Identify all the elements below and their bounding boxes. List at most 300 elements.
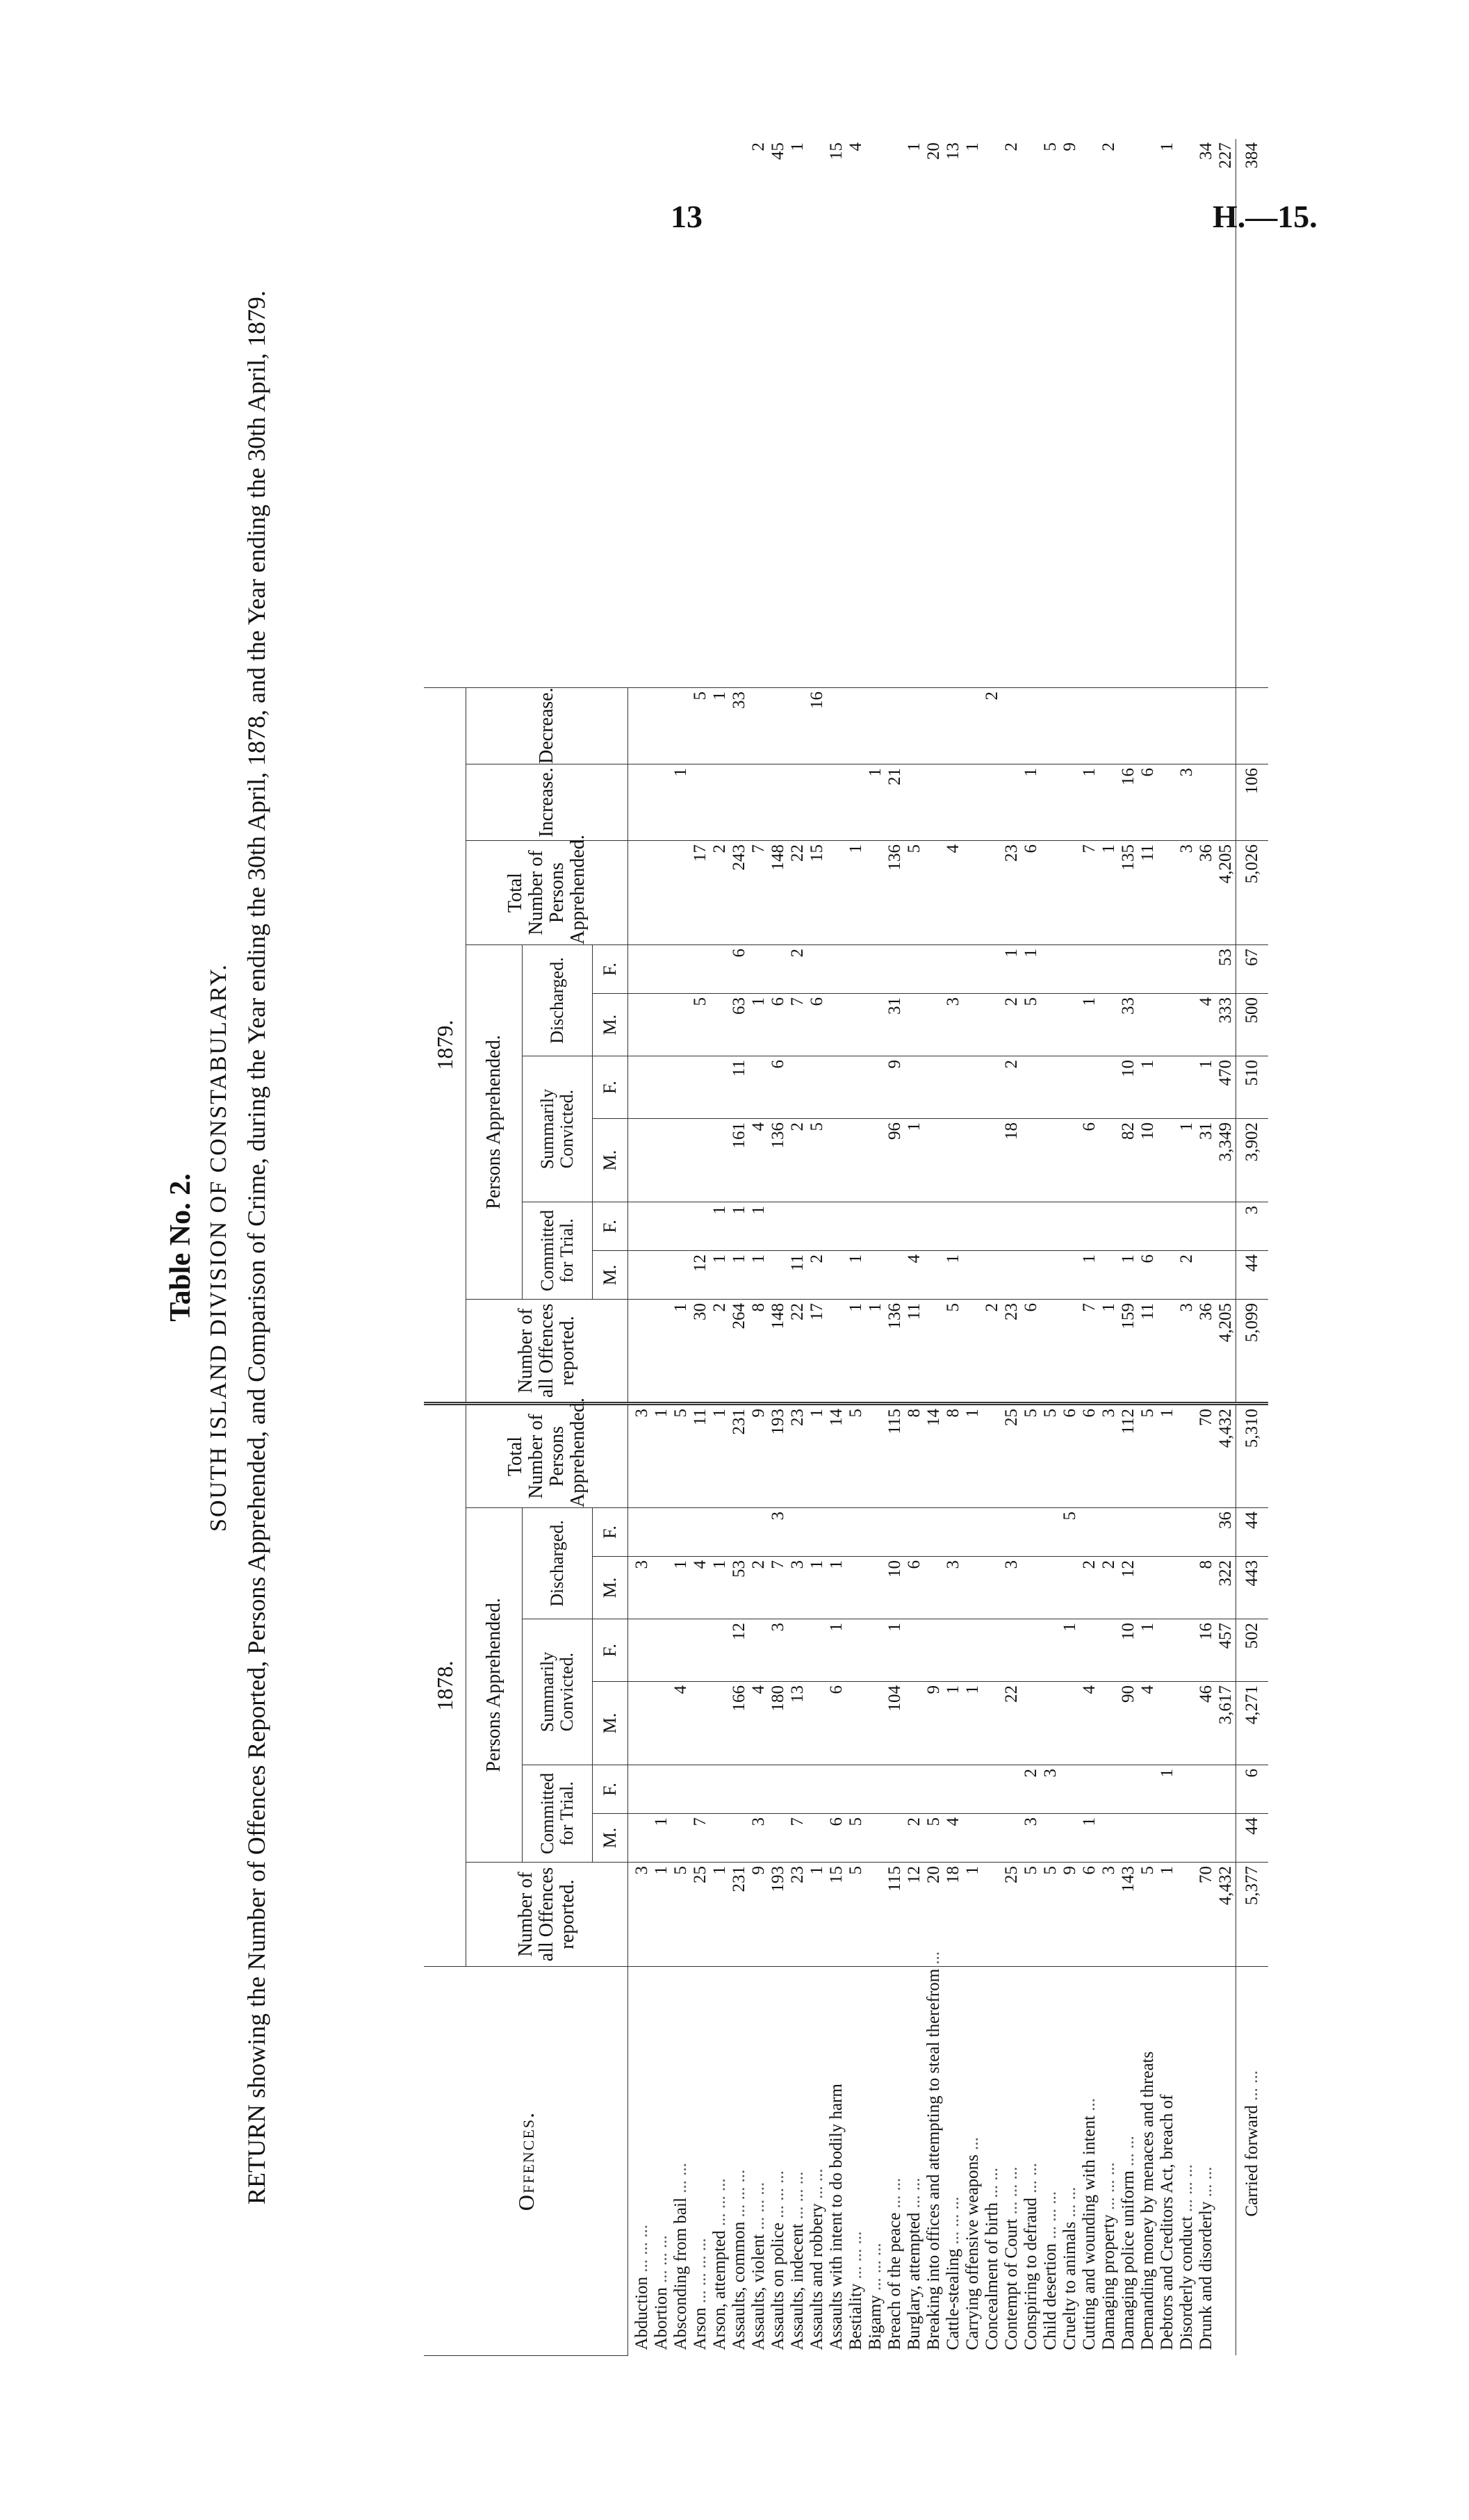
value-cell: 63: [730, 994, 749, 1056]
value-cell: [1060, 1765, 1080, 1814]
value-cell: 1: [749, 994, 769, 1056]
value-cell: [1158, 764, 1177, 841]
value-cell: [866, 1682, 885, 1765]
value-cell: 1: [671, 764, 691, 841]
offence-label: Cruelty to animals: [1060, 2221, 1079, 2350]
value-cell: 53: [1216, 945, 1236, 994]
value-cell: 21: [885, 764, 905, 841]
offence-cell: [1138, 1967, 1158, 2356]
value-cell: [983, 1619, 1002, 1682]
value-cell: 4: [671, 1682, 691, 1765]
value-cell: [652, 1765, 671, 1814]
value-cell: [963, 764, 983, 841]
value-cell: 6: [1138, 1251, 1158, 1300]
value-cell: [788, 1056, 807, 1119]
value-cell: [983, 1119, 1002, 1202]
value-cell: [866, 945, 885, 994]
value-cell: [983, 1202, 1002, 1251]
value-cell: [1041, 764, 1060, 841]
value-cell: 1: [1080, 764, 1099, 841]
value-cell: 11: [730, 1056, 749, 1119]
value-cell: [1197, 1765, 1216, 1814]
value-cell: [807, 764, 827, 841]
value-cell: [846, 688, 866, 764]
table-row: [671, 139, 691, 2356]
offence-label: Damaging police uniform: [1119, 2170, 1138, 2350]
value-cell: [827, 1251, 846, 1300]
value-cell: [827, 1508, 846, 1557]
value-cell: [846, 1619, 866, 1682]
number-reported-1879-header: Number of all Offences reported.: [466, 1300, 628, 1404]
value-cell: [1177, 1863, 1197, 1967]
offence-label: Absconding from bail: [671, 2198, 690, 2350]
value-cell: [652, 1682, 671, 1765]
value-cell: [691, 1202, 710, 1251]
value-cell: [1002, 764, 1021, 841]
offence-cell: [1197, 1967, 1216, 2356]
table-row: [1177, 139, 1197, 2356]
value-cell: 1: [1021, 945, 1041, 994]
value-cell: 5: [846, 1404, 866, 1508]
offence-cell: [846, 1967, 866, 2356]
value-cell: [1177, 1557, 1197, 1619]
totals-row: [1236, 139, 1269, 2356]
value-cell: [1158, 1508, 1177, 1557]
value-cell: 2: [749, 1557, 769, 1619]
rotated-table-sheet: [146, 139, 1390, 2356]
value-cell: [788, 1765, 807, 1814]
value-cell: [1099, 1508, 1119, 1557]
value-cell: 1: [846, 841, 866, 945]
value-cell: [1138, 994, 1158, 1056]
value-cell: [1099, 1682, 1119, 1765]
value-cell: [1158, 1619, 1177, 1682]
leader-dots: ... ...: [1197, 2166, 1215, 2198]
table-row: [846, 139, 866, 2356]
value-cell: [1060, 945, 1080, 994]
value-cell: 5: [1138, 1404, 1158, 1508]
value-cell: [866, 1814, 885, 1863]
value-cell: [1138, 1557, 1158, 1619]
value-cell: [1119, 1765, 1138, 1814]
value-cell: [827, 841, 846, 945]
value-cell: [1041, 1682, 1060, 1765]
value-cell: 22: [788, 1300, 807, 1404]
value-cell: 1: [827, 1557, 846, 1619]
offence-cell: [730, 1967, 749, 2356]
value-cell: [652, 1119, 671, 1202]
value-cell: 9: [885, 1056, 905, 1119]
female-header: F.: [593, 1619, 628, 1682]
table-row: [1099, 139, 1119, 2356]
value-cell: [730, 1508, 749, 1557]
leader-dots: ... ... ...: [1041, 2191, 1060, 2239]
value-cell: 1: [866, 1300, 885, 1404]
value-cell: [691, 1508, 710, 1557]
offence-cell: [1236, 1967, 1269, 2356]
value-cell: [905, 1765, 924, 1814]
value-cell: 3: [1021, 1814, 1041, 1863]
value-cell: 96: [885, 1119, 905, 1202]
value-cell: [1216, 764, 1236, 841]
value-cell: 1: [1021, 764, 1041, 841]
value-cell: 5: [1041, 1404, 1060, 1508]
value-cell: 31: [885, 994, 905, 1056]
value-cell: 3: [788, 1557, 807, 1619]
value-cell: [846, 945, 866, 994]
value-cell: [1080, 688, 1099, 764]
value-cell: [827, 688, 846, 764]
leader-dots: ... ...: [1242, 2070, 1261, 2101]
value-cell: [1158, 1056, 1177, 1119]
value-cell: [769, 1251, 788, 1300]
value-cell: 3,617: [1216, 1682, 1236, 1765]
male-header: M.: [593, 1557, 628, 1619]
value-cell: [691, 1056, 710, 1119]
value-cell: 17: [807, 1300, 827, 1404]
table-row: [963, 139, 983, 2356]
value-cell: 1: [652, 1404, 671, 1508]
value-cell: 4,205: [1216, 1300, 1236, 1404]
value-cell: [788, 1202, 807, 1251]
leader-dots: ...: [963, 2137, 982, 2150]
value-cell: [983, 1765, 1002, 1814]
value-cell: 159: [1119, 1300, 1138, 1404]
value-cell: 31: [1197, 1119, 1216, 1202]
value-cell: 5: [1041, 139, 1060, 688]
value-cell: [1080, 1619, 1099, 1682]
value-cell: [769, 764, 788, 841]
male-header: M.: [593, 1251, 628, 1300]
value-cell: [1099, 1202, 1119, 1251]
value-cell: [1021, 1251, 1041, 1300]
value-cell: [1158, 841, 1177, 945]
value-cell: 333: [1216, 994, 1236, 1056]
value-cell: [866, 1251, 885, 1300]
value-cell: 6: [1080, 1119, 1099, 1202]
value-cell: 6: [730, 945, 749, 994]
offence-label: Carried forward: [1242, 2105, 1261, 2217]
value-cell: [983, 1508, 1002, 1557]
value-cell: 4: [1138, 1682, 1158, 1765]
value-cell: [1158, 688, 1177, 764]
value-cell: 11: [691, 1404, 710, 1508]
value-cell: [788, 688, 807, 764]
value-cell: [671, 1765, 691, 1814]
value-cell: [1099, 1119, 1119, 1202]
value-cell: [1041, 688, 1060, 764]
table-row: [1138, 139, 1158, 2356]
value-cell: [749, 1056, 769, 1119]
value-cell: [1041, 1202, 1060, 1251]
table-row: [1021, 139, 1041, 2356]
value-cell: [846, 1056, 866, 1119]
value-cell: 2: [1002, 994, 1021, 1056]
value-cell: [846, 1202, 866, 1251]
value-cell: 5: [691, 994, 710, 1056]
value-cell: 1: [1158, 1404, 1177, 1508]
value-cell: 1: [963, 139, 983, 688]
value-cell: [652, 764, 671, 841]
value-cell: [983, 1404, 1002, 1508]
value-cell: 10: [1138, 1119, 1158, 1202]
value-cell: [652, 945, 671, 994]
discharged-1879-header: Discharged.: [523, 945, 593, 1056]
offence-cell: [1002, 1967, 1021, 2356]
value-cell: 36: [1216, 1508, 1236, 1557]
value-cell: 15: [827, 1863, 846, 1967]
value-cell: 3: [628, 1404, 653, 1508]
value-cell: 2: [807, 1251, 827, 1300]
offence-cell: [866, 1967, 885, 2356]
value-cell: [1021, 1682, 1041, 1765]
value-cell: [1002, 1814, 1021, 1863]
value-cell: 1: [944, 1251, 963, 1300]
value-cell: 5: [671, 1404, 691, 1508]
value-cell: [749, 1619, 769, 1682]
value-cell: 4,432: [1216, 1404, 1236, 1508]
value-cell: 1: [1158, 1765, 1177, 1814]
increase-header: Increase.: [466, 764, 628, 841]
value-cell: 20: [924, 1863, 944, 1967]
value-cell: [866, 1202, 885, 1251]
offence-label: Arson: [691, 2307, 709, 2350]
value-cell: [924, 1056, 944, 1119]
value-cell: 14: [827, 1404, 846, 1508]
year-1879-header: 1879.: [424, 688, 466, 1404]
value-cell: 7: [788, 994, 807, 1056]
value-cell: [963, 1619, 983, 1682]
value-cell: [1060, 1682, 1080, 1765]
value-cell: 18: [944, 1863, 963, 1967]
value-cell: [1041, 841, 1060, 945]
offence-cell: [963, 1967, 983, 2356]
value-cell: [652, 1056, 671, 1119]
value-cell: 2: [1002, 1056, 1021, 1119]
offence-label: Carrying offensive weapons: [963, 2154, 982, 2350]
value-cell: [1041, 1300, 1060, 1404]
number-reported-1878-header: Number of all Offences reported.: [466, 1863, 628, 1967]
value-cell: 457: [1216, 1619, 1236, 1682]
offence-cell: [749, 1967, 769, 2356]
offence-label: Concealment of birth: [983, 2202, 1001, 2350]
leader-dots: ...: [1080, 2098, 1099, 2111]
offence-cell: [652, 1967, 671, 2356]
value-cell: [1177, 1814, 1197, 1863]
value-cell: 22: [1002, 1682, 1021, 1765]
value-cell: [963, 1508, 983, 1557]
value-cell: 161: [730, 1119, 749, 1202]
value-cell: [1119, 688, 1138, 764]
value-cell: 44: [1236, 1251, 1269, 1300]
value-cell: 510: [1236, 1056, 1269, 1119]
offence-cell: [983, 1967, 1002, 2356]
value-cell: [671, 1056, 691, 1119]
offence-label: Abduction: [632, 2276, 651, 2350]
value-cell: [905, 1508, 924, 1557]
value-cell: [1158, 1251, 1177, 1300]
value-cell: 104: [885, 1682, 905, 1765]
value-cell: 5: [1041, 1863, 1060, 1967]
persons-apprehended-1879-header: Persons Apprehended.: [466, 945, 523, 1300]
value-cell: 15: [827, 139, 846, 688]
value-cell: [691, 764, 710, 841]
value-cell: 2: [983, 688, 1002, 764]
value-cell: 3: [1177, 764, 1197, 841]
value-cell: [628, 1814, 653, 1863]
value-cell: 231: [730, 1404, 749, 1508]
value-cell: 22: [788, 841, 807, 945]
value-cell: [885, 945, 905, 994]
value-cell: 90: [1119, 1682, 1138, 1765]
total-apprehended-1879-header: Total Number of Persons Apprehended.: [466, 841, 628, 945]
value-cell: [885, 1251, 905, 1300]
value-cell: 45: [769, 139, 788, 688]
value-cell: [749, 945, 769, 994]
value-cell: [983, 139, 1002, 688]
offence-label: Demanding money by menaces and threats: [1138, 2051, 1157, 2350]
value-cell: 6: [1021, 841, 1041, 945]
offence-cell: [628, 1967, 653, 2356]
female-header: F.: [593, 1056, 628, 1119]
value-cell: 6: [769, 1056, 788, 1119]
value-cell: 3: [628, 1863, 653, 1967]
value-cell: 5: [1138, 1863, 1158, 1967]
value-cell: [1099, 1765, 1119, 1814]
value-cell: [1041, 945, 1060, 994]
value-cell: 2: [1099, 139, 1119, 688]
table-row: [769, 139, 788, 2356]
value-cell: 6: [1138, 764, 1158, 841]
value-cell: [1197, 1202, 1216, 1251]
value-cell: [983, 1251, 1002, 1300]
value-cell: [905, 1202, 924, 1251]
offence-label: Breaking into offices and attempting to steal therefrom: [924, 1968, 943, 2350]
value-cell: 6: [1080, 1404, 1099, 1508]
value-cell: 1: [1158, 1863, 1177, 1967]
value-cell: [1041, 1119, 1060, 1202]
female-header: F.: [593, 1765, 628, 1814]
value-cell: [1041, 1056, 1060, 1119]
value-cell: 322: [1216, 1557, 1236, 1619]
value-cell: [1099, 1619, 1119, 1682]
value-cell: [866, 1119, 885, 1202]
value-cell: 1: [749, 1251, 769, 1300]
value-cell: [1138, 1765, 1158, 1814]
value-cell: [710, 1119, 730, 1202]
table-row: [1197, 139, 1216, 2356]
value-cell: [1080, 139, 1099, 688]
offence-label: Debtors and Creditors Act, breach of: [1158, 2094, 1176, 2350]
value-cell: 136: [885, 1300, 905, 1404]
value-cell: [866, 688, 885, 764]
value-cell: 1: [846, 1251, 866, 1300]
value-cell: 6: [905, 1557, 924, 1619]
value-cell: [983, 994, 1002, 1056]
value-cell: [1060, 1119, 1080, 1202]
value-cell: 2: [749, 139, 769, 688]
value-cell: [866, 1508, 885, 1557]
crime-return-table: [424, 139, 1268, 2356]
value-cell: 1: [1099, 1300, 1119, 1404]
value-cell: 500: [1236, 994, 1269, 1056]
value-cell: 14: [924, 1404, 944, 1508]
female-header: F.: [593, 945, 628, 994]
value-cell: 10: [1119, 1619, 1138, 1682]
value-cell: [1138, 688, 1158, 764]
value-cell: [983, 764, 1002, 841]
value-cell: [1002, 688, 1021, 764]
value-cell: 25: [1002, 1404, 1021, 1508]
value-cell: [1002, 1765, 1021, 1814]
value-cell: [628, 1300, 653, 1404]
value-cell: 112: [1119, 1404, 1138, 1508]
total-apprehended-1878-header: Total Number of Persons Apprehended.: [466, 1404, 628, 1508]
value-cell: [944, 945, 963, 994]
value-cell: 136: [769, 1119, 788, 1202]
table-row: [1119, 139, 1138, 2356]
value-cell: 11: [1138, 1300, 1158, 1404]
value-cell: 470: [1216, 1056, 1236, 1119]
table-row: [730, 139, 749, 2356]
value-cell: [905, 1682, 924, 1765]
value-cell: 384: [1236, 139, 1269, 688]
value-cell: [885, 688, 905, 764]
leader-dots: ... ...: [905, 2177, 924, 2209]
value-cell: 17: [691, 841, 710, 945]
value-cell: [1060, 764, 1080, 841]
value-cell: 3: [628, 1557, 653, 1619]
value-cell: 1: [710, 688, 730, 764]
value-cell: 1: [1119, 1251, 1138, 1300]
value-cell: [1002, 1202, 1021, 1251]
offence-label: Cutting and wounding with intent: [1080, 2116, 1099, 2350]
male-header: M.: [593, 1682, 628, 1765]
value-cell: [671, 1508, 691, 1557]
value-cell: [671, 1814, 691, 1863]
value-cell: [983, 1056, 1002, 1119]
value-cell: 1: [963, 1682, 983, 1765]
value-cell: [983, 1814, 1002, 1863]
return-title: RETURN showing the Number of Offences Reported, Persons Apprehended, and Comparison of Crime, during the Year ending the 30th April, 1878, and the Year ending the 30th April, 1879.: [243, 291, 270, 2204]
value-cell: 3: [1099, 1404, 1119, 1508]
value-cell: 4: [749, 1119, 769, 1202]
value-cell: 15: [807, 841, 827, 945]
value-cell: 3: [944, 1557, 963, 1619]
value-cell: [1002, 1508, 1021, 1557]
value-cell: [866, 1863, 885, 1967]
value-cell: [807, 1619, 827, 1682]
value-cell: 2: [1177, 1251, 1197, 1300]
value-cell: [710, 1682, 730, 1765]
value-cell: [1177, 1404, 1197, 1508]
value-cell: [730, 139, 749, 688]
value-cell: [1041, 1814, 1060, 1863]
value-cell: [1060, 1557, 1080, 1619]
value-cell: [1177, 139, 1197, 688]
value-cell: [963, 1557, 983, 1619]
value-cell: [652, 1202, 671, 1251]
value-cell: 5,377: [1236, 1863, 1269, 1967]
value-cell: 4: [905, 1251, 924, 1300]
value-cell: [1197, 1508, 1216, 1557]
value-cell: [846, 1682, 866, 1765]
value-cell: [1080, 1508, 1099, 1557]
value-cell: 23: [1002, 1300, 1021, 1404]
leader-dots: ... ... ...: [866, 2243, 885, 2291]
value-cell: [1080, 945, 1099, 994]
value-cell: [769, 945, 788, 994]
